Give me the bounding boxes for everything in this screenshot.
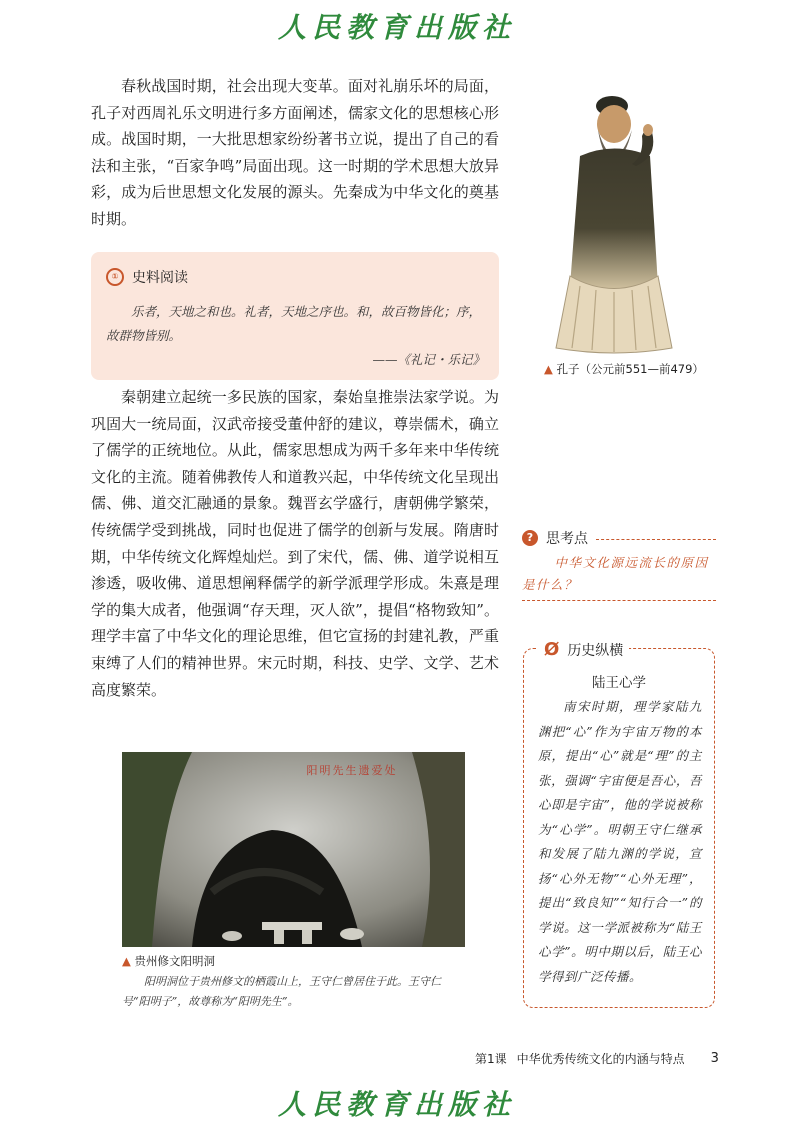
- source-quote: 乐者，天地之和也。礼者，天地之序也。和，故百物皆化；序，故群物皆别。: [106, 304, 482, 343]
- triangle-icon: ▲: [122, 954, 131, 968]
- history-header: [538, 639, 629, 660]
- yangming-cave-photo: [122, 752, 465, 947]
- history-title: 历史纵横: [567, 642, 624, 659]
- think-point-title: 思考点: [546, 531, 588, 547]
- publisher-logo-top: 人民教育出版社: [277, 11, 516, 44]
- source-reading-header: [106, 267, 188, 287]
- cave-note: 阳明洞位于贵州修文的栖霞山上，王守仁曾居住于此。王守仁号“阳明子”，故尊称为“阳明先生”。: [122, 975, 441, 1008]
- confucius-portrait: [540, 86, 702, 354]
- paragraph-1: [91, 73, 499, 233]
- paragraph-2-text: 秦朝建立起统一多民族的国家，秦始皇推崇法家学说。为巩固大一统局面，汉武帝接受董仲舒的建议，尊崇儒术，确立了儒学的正统地位。从此，儒家思想成为两千多年来中华传统文化的主流。随着佛教传人和道教兴起，中华传统文化呈现出儒、佛、道交汇融通的景象。魏晋玄学盛行，唐朝佛学繁荣，传统儒学受到挑战，同时也促进了儒学的创新与发展。隋唐时期，中华传统文化辉煌灿烂。到了宋代，儒、佛、道学说相互渗透，吸收佛、道思想阐释儒学的新学派理学形成。朱熹是理学的集大成者，他强调“存天理，灭人欲”，提倡“格物致知”。理学丰富了中华文化的理论思维，但它宣扬的封建礼教，严重束缚了人们的精神世界。宋元时期，科技、史学、文学、艺术高度繁荣。: [91, 388, 499, 699]
- document-icon: ①: [106, 268, 124, 286]
- footer-lesson: 第1课: [475, 1052, 507, 1066]
- source-attribution: ——《礼记・乐记》: [372, 352, 485, 367]
- cave-caption-wrap: [122, 953, 215, 969]
- publisher-logo-bottom: 人民教育出版社: [277, 1088, 516, 1121]
- confucius-figure-image: [540, 86, 702, 354]
- source-reading-box: [91, 252, 499, 380]
- history-sidebar-box: [523, 639, 715, 1008]
- source-reading-title: 史料阅读: [132, 270, 188, 286]
- portrait-caption-wrap: [544, 361, 704, 377]
- page-number: 3: [710, 1051, 719, 1066]
- paragraph-2: [91, 384, 499, 703]
- portrait-caption: 孔子（公元前551—前479）: [556, 362, 704, 376]
- think-point-question: 中华文化源远流长的原因是什么？: [522, 555, 709, 592]
- triangle-icon: ▲: [544, 362, 553, 376]
- history-text: 南宋时期，理学家陆九渊把“心”作为宇宙万物的本原，提出“心”就是“理”的主张，强调“宇宙便是吾心，吾心即是宇宙”，他的学说被称为“心学”。明朝王守仁继承和发展了陆九渊的学说，宣扬“心外无物”“心外无理”，提出“致良知”“知行合一”的学说。这一学派被称为“陆王心学”。明中期以后，陆王心学得到广泛传播。: [538, 699, 702, 984]
- history-swirl-icon: Ø: [544, 639, 560, 660]
- history-subtitle: 陆王心学: [592, 675, 646, 691]
- page-footer: [475, 1050, 719, 1067]
- cave-image: [122, 752, 465, 947]
- think-point-bottom-line: [522, 600, 716, 601]
- footer-title: 中华优秀传统文化的内涵与特点: [516, 1052, 685, 1066]
- think-point-divider: [596, 539, 716, 540]
- think-point-header: [522, 528, 716, 548]
- cave-caption: 贵州修文阳明洞: [134, 954, 216, 968]
- paragraph-1-text: 春秋战国时期，社会出现大变革。面对礼崩乐坏的局面，孔子对西周礼乐文明进行多方面阐述，儒家文化的思想核心形成。战国时期，一大批思想家纷纷著书立说，提出了自己的看法和主张，“百家争鸣”局面出现。这一时期的学术思想大放异彩，成为后世思想文化发展的源头。先秦成为中华文化的奠基时期。: [91, 77, 499, 228]
- think-point: [522, 528, 716, 601]
- cave-sign-inscription: 阳明先生遗爱处: [306, 764, 398, 777]
- question-icon: ?: [522, 530, 538, 546]
